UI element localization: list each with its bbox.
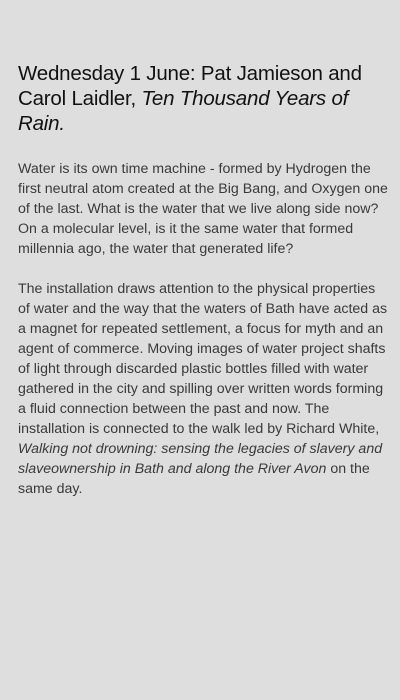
event-title: Ten Thousand Years of Rain.	[18, 87, 349, 135]
description-paragraph-2	[18, 279, 390, 499]
paragraph-2-text: The installation draws attention to the physical properties of water and the way that the waters of Bath have acted as a magnet for repeated settlement, a focus for myth and an agent of commerce. Moving images of water project shafts of light through discarded plastic bottles filled with water gathered in the city and spilling over written words forming a fluid connection between the past and now. The installation is connected to the walk led by Richard White,	[18, 281, 388, 437]
event-article	[18, 61, 390, 499]
event-heading	[18, 61, 390, 136]
paragraph-2-end: on the same day.	[18, 461, 370, 497]
description-paragraph-1: Water is its own time machine - formed by Hydrogen the first neutral atom created at the Big Bang, and Oxygen one of the last. What is the water that we live along side now? On a molecular level, is it the same water that formed millennia ago, the water that generated life?	[18, 161, 388, 257]
event-heading-text: Wednesday 1 June: Pat Jamieson and Carol Laidler,	[18, 62, 362, 110]
walk-title: Walking not drowning: sensing the legacies of slavery and slaveownership in Bath and along the River Avon	[18, 441, 383, 477]
